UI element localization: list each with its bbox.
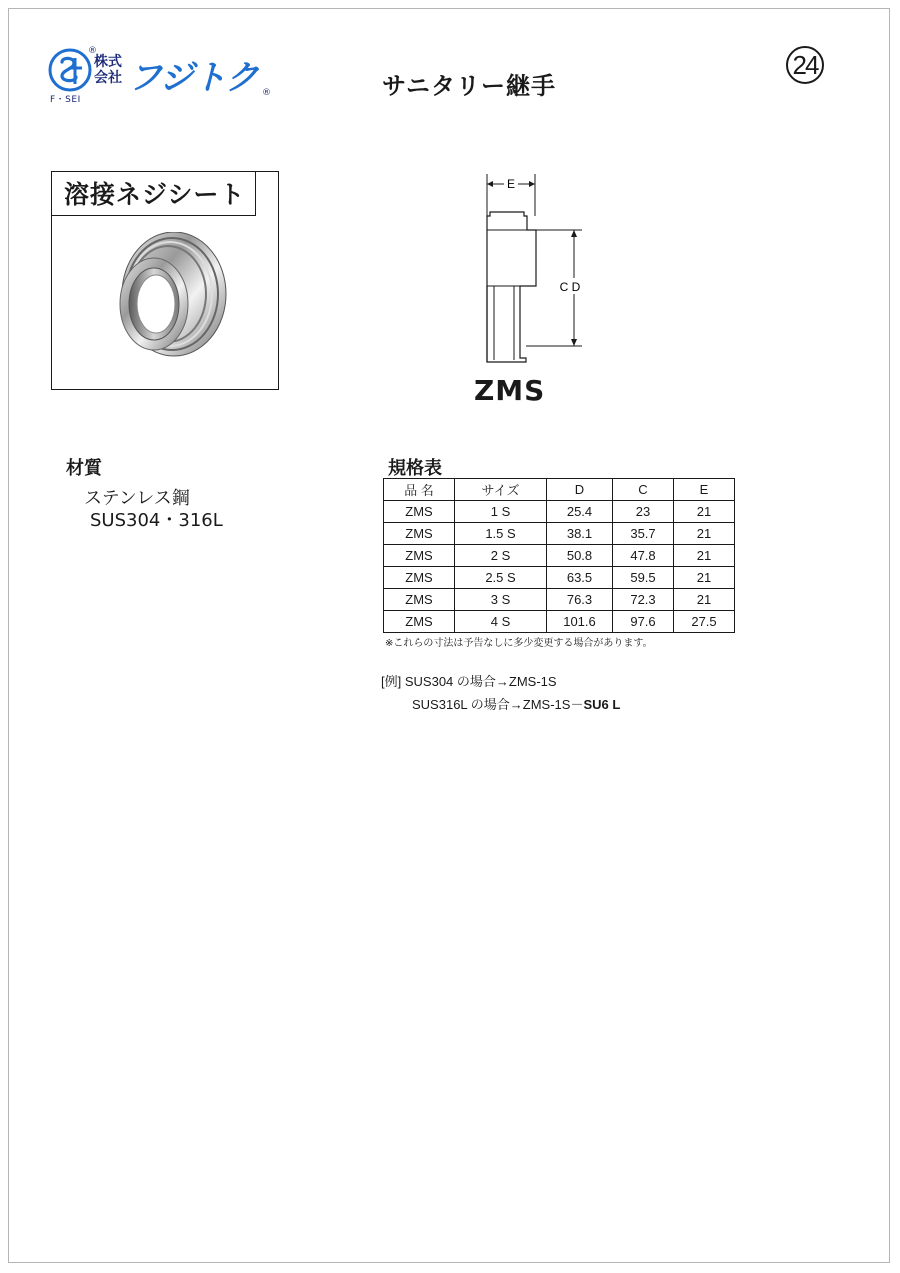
table-row — [384, 589, 735, 611]
cell-e: 21 — [674, 545, 735, 567]
example-text-2: SUS316L の場合→ZMS-1S－ — [412, 697, 584, 712]
cell-d: 63.5 — [547, 567, 613, 589]
page-title: サニタリー継手 — [382, 72, 557, 100]
company-logo — [48, 48, 278, 108]
cell-c: 97.6 — [613, 611, 674, 633]
product-panel — [51, 171, 279, 390]
example-suffix-bold: SU6 L — [583, 697, 621, 712]
cell-name: ZMS — [384, 501, 455, 523]
cell-size: 2.5 S — [455, 567, 547, 589]
table-row — [384, 611, 735, 633]
cell-size: 1 S — [455, 501, 547, 523]
cell-e: 21 — [674, 523, 735, 545]
cell-name: ZMS — [384, 523, 455, 545]
cell-e: 27.5 — [674, 611, 735, 633]
example-text-1: SUS304 の場合→ZMS-1S — [404, 674, 557, 689]
logo-company-name: フジトク — [128, 58, 258, 98]
cell-c: 23 — [613, 501, 674, 523]
dimension-diagram — [470, 168, 600, 368]
table-row — [384, 545, 735, 567]
cell-c: 47.8 — [613, 545, 674, 567]
cell-c: 72.3 — [613, 589, 674, 611]
example-line-2 — [412, 694, 620, 713]
material-line-2: SUS304・316L — [90, 510, 223, 531]
table-note: ※これらの寸法は予告なしに多少変更する場合があります。 — [385, 638, 653, 649]
cell-name: ZMS — [384, 545, 455, 567]
table-header-row — [384, 479, 735, 501]
cell-name: ZMS — [384, 611, 455, 633]
model-code: ZMS — [474, 374, 546, 407]
cell-name: ZMS — [384, 567, 455, 589]
product-name-label: 溶接ネジシート — [52, 172, 256, 216]
cell-d: 76.3 — [547, 589, 613, 611]
example-line-1 — [381, 671, 557, 690]
cell-c: 35.7 — [613, 523, 674, 545]
logo-subtext: F・SEI — [50, 95, 81, 105]
cell-d: 38.1 — [547, 523, 613, 545]
logo-mark-icon — [48, 48, 92, 92]
registered-mark-icon: ® — [88, 46, 97, 56]
column-header: D — [547, 479, 613, 501]
product-photo — [102, 232, 232, 372]
registered-mark-icon: ® — [262, 88, 271, 98]
cell-d: 101.6 — [547, 611, 613, 633]
cell-e: 21 — [674, 567, 735, 589]
logo-kabushikigaisha: 株式会社 — [94, 54, 122, 86]
column-header: サイズ — [455, 479, 547, 501]
column-header: C — [613, 479, 674, 501]
cell-d: 25.4 — [547, 501, 613, 523]
column-header: 品 名 — [384, 479, 455, 501]
cell-size: 3 S — [455, 589, 547, 611]
cell-e: 21 — [674, 589, 735, 611]
table-row — [384, 523, 735, 545]
dimension-cd-label: C D — [559, 280, 581, 294]
page-number: 24 — [786, 46, 824, 84]
material-line-1: ステンレス鋼 — [84, 488, 190, 509]
dimension-e-label: E — [506, 177, 516, 191]
cell-size: 4 S — [455, 611, 547, 633]
material-heading: 材質 — [66, 458, 102, 479]
cell-size: 1.5 S — [455, 523, 547, 545]
cell-e: 21 — [674, 501, 735, 523]
cell-d: 50.8 — [547, 545, 613, 567]
spec-table — [383, 478, 735, 633]
cell-size: 2 S — [455, 545, 547, 567]
cell-name: ZMS — [384, 589, 455, 611]
table-row — [384, 567, 735, 589]
example-prefix: [例] — [381, 674, 402, 689]
cell-c: 59.5 — [613, 567, 674, 589]
column-header: E — [674, 479, 735, 501]
spec-heading: 規格表 — [388, 458, 442, 479]
table-row — [384, 501, 735, 523]
